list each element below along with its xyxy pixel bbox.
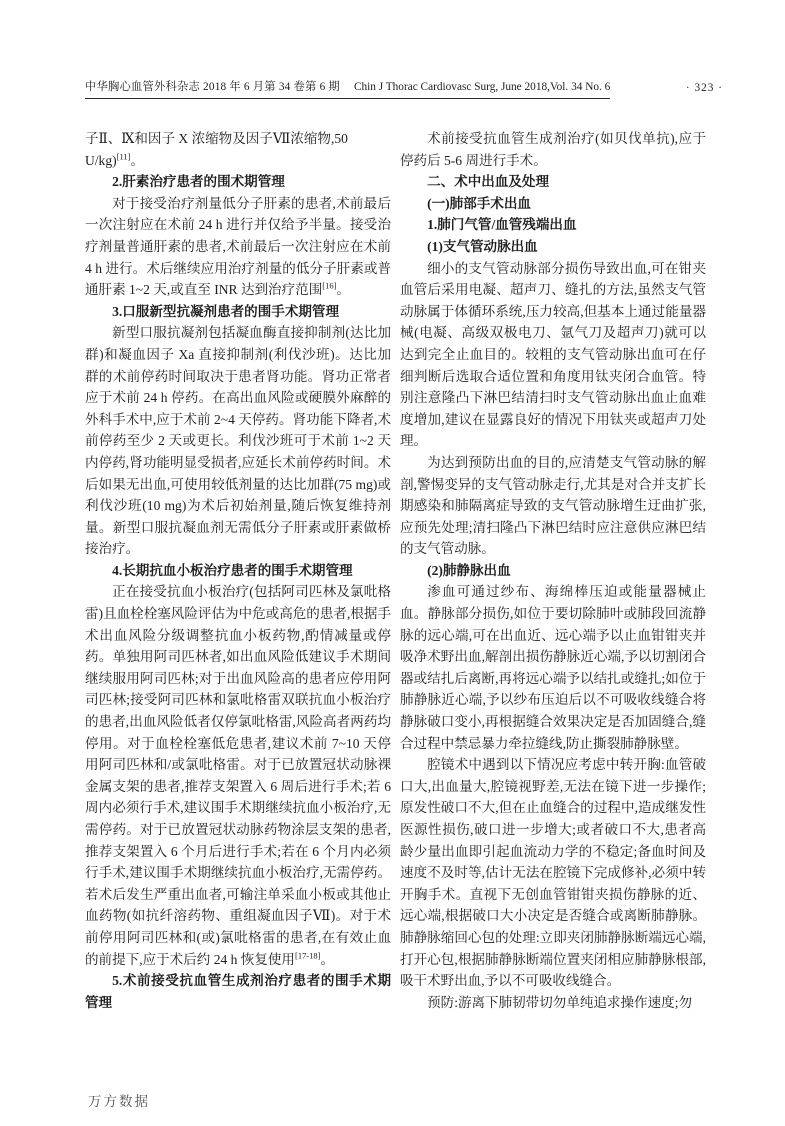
paragraph-text: 。 <box>320 951 335 967</box>
section-heading: 5.术前接受抗血管生成剂治疗患者的围手术期管理 <box>85 973 391 1010</box>
section-heading: 2.肝素治疗患者的围术期管理 <box>112 174 285 190</box>
left-column <box>85 128 391 1013</box>
body-paragraph: 预防:游离下肺韧带切勿单纯追求操作速度;勿 <box>427 994 693 1010</box>
body-paragraph <box>85 581 391 970</box>
page-header <box>85 80 723 99</box>
section-heading: (一)肺部手术出血 <box>427 195 531 211</box>
section-heading: 二、术中出血及处理 <box>427 174 550 190</box>
section-heading: 3.口服新型抗凝剂患者的围手术期管理 <box>112 303 340 319</box>
right-column <box>400 128 706 1013</box>
body-paragraph: 术前接受抗血管生成剂治疗(如贝伐单抗),应于停药后 5-6 周进行手术。 <box>400 131 706 168</box>
page-number: · 323 · <box>685 82 723 94</box>
body-paragraph: 细小的支气管动脉部分损伤导致出血,可在钳夹血管后采用电凝、超声刀、缝扎的方法,虽然支气管动脉属于体循环系统,压力较高,但基本上通过能量器械(电凝、高级双极电刀、氩气刀及超声刀)就可以达到完全止血目的。较粗的支气管动脉出血可在仔细判断后选取合适位置和角度用钛夹闭合血管。特别注意隆凸下淋巴结清扫时支气管动脉出血止血难度增加,建议在显露良好的情况下用钛夹或超声刀处理。 <box>400 260 706 449</box>
paragraph-text: 。 <box>336 282 350 298</box>
journal-title-en: Chin J Thorac Cardiovasc Surg, June 2018,Vol. 34 No. 6 <box>353 81 611 93</box>
body-paragraph: 渗血可通过纱布、海绵棒压迫或能量器械止血。静脉部分损伤,如位于要切除肺叶或肺段回流静脉的远心端,可在出血近、远心端予以止血钳钳夹并吸净术野出血,解剖出损伤静脉近心端,予以切割闭合器或结扎后离断,再将远心端予以结扎或缝扎;如位于肺静脉近心端,予以纱布压迫后以不可吸收线缝合将静脉破口变小,再根据缝合效果决定是否加固缝合,缝合过程中禁忌暴力牵拉缝线,防止撕裂肺静脉壁。 <box>400 584 706 751</box>
reference-superscript: [17-18] <box>294 950 321 961</box>
section-heading: (2)肺静脉出血 <box>427 562 511 578</box>
running-head <box>85 80 610 99</box>
body-paragraph: 为达到预防出血的目的,应清楚支气管动脉的解剖,警惕变异的支气管动脉走行,尤其是对合并支扩长期感染和肺隔离症导致的支气管动脉增生迂曲扩张,应预先处理;清扫隆凸下淋巴结时应注意供应淋巴结的支气管动脉。 <box>400 454 706 557</box>
reference-superscript: [16] <box>322 280 337 291</box>
paragraph-text: 对于接受治疗剂量低分子肝素的患者,术前最后一次注射应在术前 24 h 进行并仅给予半量。接受治疗剂量普通肝素的患者,术前最后一次注射应在术前 4 h 进行。术后继续应用治疗剂量的低分子肝素或普通肝素 1~2 天,或直至 INR 达到治疗范围 <box>85 195 391 298</box>
paragraph-text: 正在接受抗血小板治疗(包括阿司匹林及氯吡格雷)且血栓栓塞风险评估为中危或高危的患者,根据手术出血风险分级调整抗血小板药物,酌情减量或停药。单独用阿司匹林者,如出血风险低建议手术期间继续服用阿司匹林;对于出血风险高的患者应停用阿司匹林;接受阿司匹林和氯吡格雷双联抗血小板治疗的患者,出血风险低者仅停氯吡格雷,风险高者两药均停用。对于血栓栓塞低危患者,建议术前 7~10 天停用阿司匹林和/或氯吡格雷。对于已放置冠状动脉裸金属支架的患者,推荐支架置入 6 周后进行手术;若 6 周内必须行手术,建议围手术期继续抗血小板治疗,无需停药。对于已放置冠状动脉药物涂层支架的患者,推荐支架置入 6 个月后进行手术;若在 6 个月内必须行手术,建议围手术期继续抗血小板治疗,无需停药。若术后发生严重出血者,可输注单采血小板或其他止血药物(如抗纤溶药物、重组凝血因子Ⅶ)。对于术前停用阿司匹林和(或)氯吡格雷的患者,在有效止血的前提下,应于术后约 24 h 恢复使用 <box>85 584 391 967</box>
body-paragraph: 腔镜术中遇到以下情况应考虑中转开胸:血管破口大,出血量大,腔镜视野差,无法在镜下进一步操作;原发性破口不大,但在止血缝合的过程中,造成继发性医源性损伤,破口进一步增大;或者破口不大,患者高龄少量出血即引起血流动力学的不稳定;备血时间及速度不及时等,估计无法在腔镜下完成修补,必须中转开胸手术。直视下无创血管钳钳夹损伤静脉的近、远心端,根据破口大小决定是否缝合或离断肺静脉。肺静脉缩回心包的处理:立即夹闭肺静脉断端远心端,打开心包,根据肺静脉断端位置夹闭相应肺静脉根部,吸干术野出血,予以不可吸收线缝合。 <box>400 757 706 989</box>
paragraph-continuation: 子Ⅱ、Ⅸ和因子 X 浓缩物及因子Ⅶ浓缩物,50 <box>85 131 348 146</box>
body-paragraph: 新型口服抗凝剂包括凝血酶直接抑制剂(达比加群)和凝血因子 Xa 直接抑制剂(利伐沙班)。达比加群的术前停药时间取决于患者肾功能。肾功正常者应于术前 24 h 停药。在高出血风险或硬膜外麻醉的外科手术中,应于术前 2~4 天停药。肾功能下降者,术前停药至少 2 天或更长。利伐沙班可于术前 1~2 天内停药,肾功能明显受损者,应延长术前停药时间。术后如果无出血,可使用较低剂量的达比加群(75 mg)或利伐沙班(10 mg)为术后初始剂量,随后恢复维持剂量。新型口服抗凝血剂无需低分子肝素或肝素做桥接治疗。 <box>85 325 391 557</box>
section-heading: 1.肺门气管/血管残端出血 <box>427 217 577 233</box>
body-paragraph <box>85 193 391 301</box>
paragraph-continuation <box>85 150 391 172</box>
reference-superscript: [11] <box>116 151 131 162</box>
journal-title-cn: 中华胸心血管外科杂志 2018 年 6 月第 34 卷第 6 期 <box>85 81 340 93</box>
section-heading: (1)支气管动脉出血 <box>427 238 538 254</box>
wanfang-watermark: 万方数据 <box>88 1094 150 1109</box>
section-heading: 4.长期抗血小板治疗患者的围手术期管理 <box>112 562 353 578</box>
article-body <box>85 128 706 1013</box>
paragraph-text: U/kg) <box>85 152 117 168</box>
paragraph-text: 。 <box>130 152 145 168</box>
